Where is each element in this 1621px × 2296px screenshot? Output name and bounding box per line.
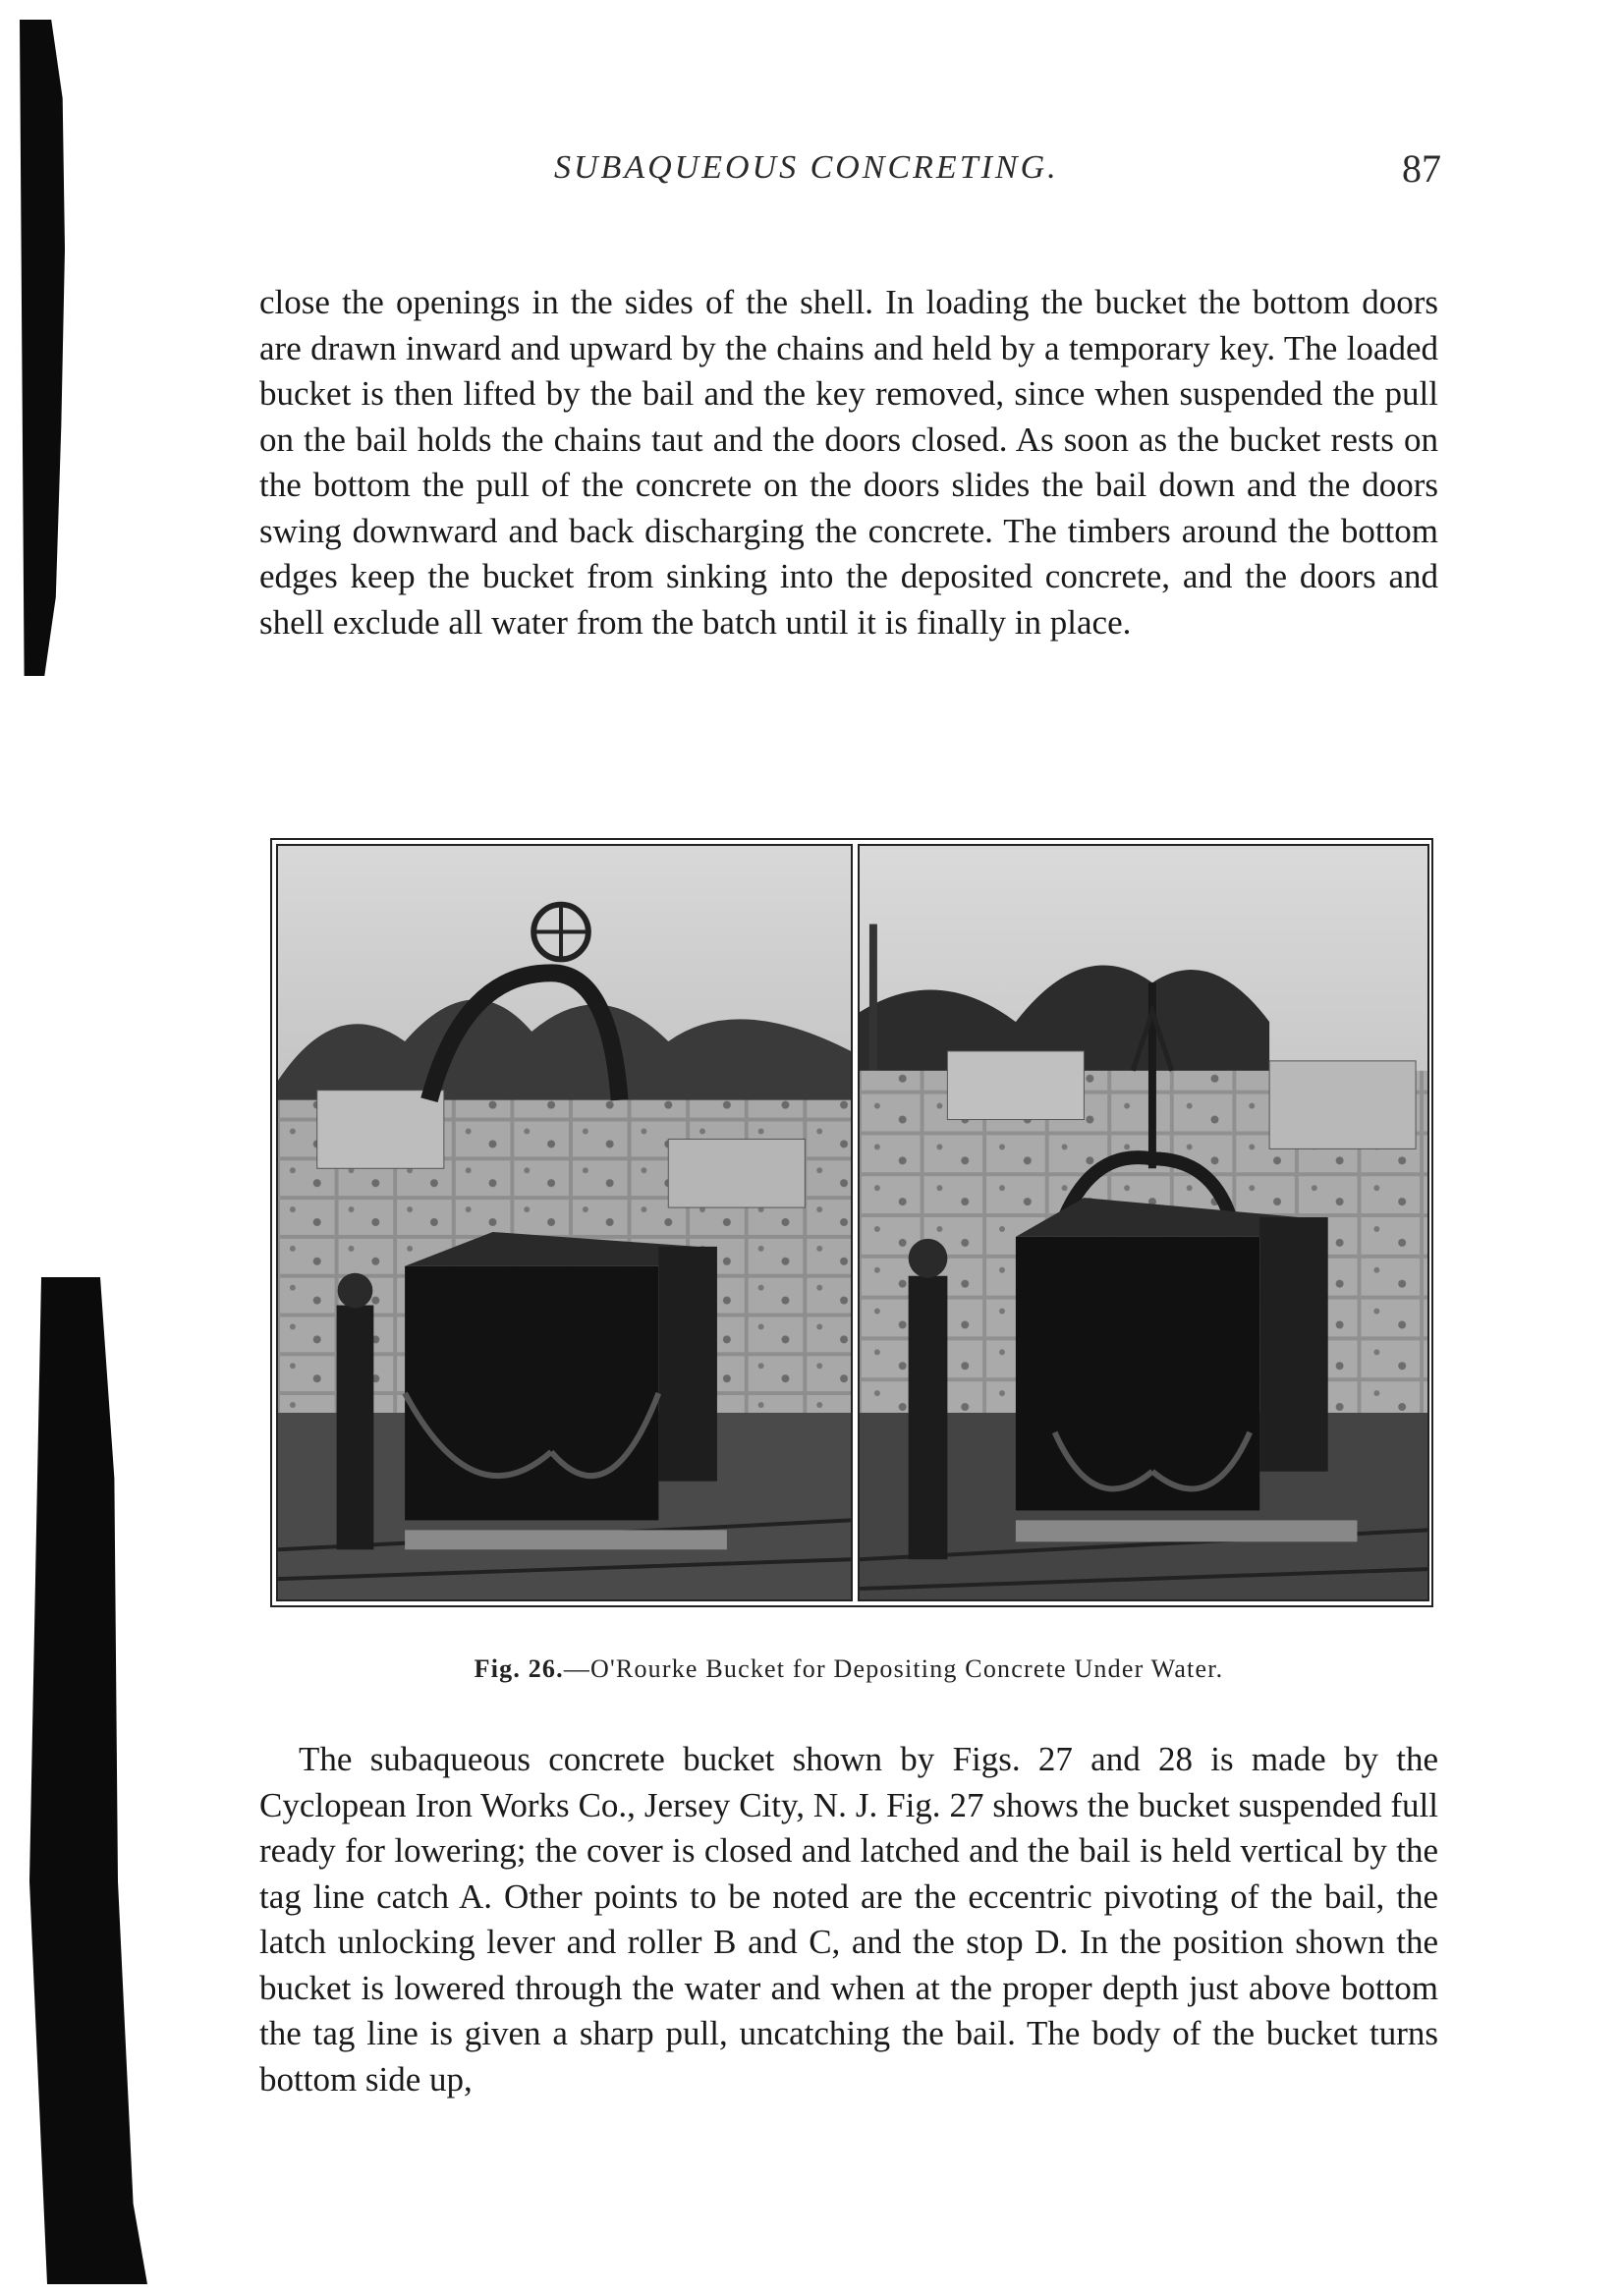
photo-bucket-side-view	[858, 844, 1429, 1601]
page-number: 87	[1402, 146, 1441, 191]
photo-bucket-side-image	[860, 846, 1427, 1599]
paragraph-cyclopean-bucket: The subaqueous concrete bucket shown by Figs. 27 and 28 is made by the Cyclopean Iron Works Co., Jersey City, N. J. Fig. 27 shows the bucket suspended full ready for lowering; the cover is closed and latched and the bail is held vertical by the tag line catch A. Other points to be noted are the eccentric pivoting of the bail, the latch unlocking lever and roller B and C, and the stop D. In the position shown the bucket is lowered through the water and when at the proper depth just above bottom the tag line is given a sharp pull, uncatching the bail. The body of the bucket turns bottom side up,	[259, 1740, 1438, 2099]
photo-bucket-front-image	[278, 846, 851, 1599]
scan-binding-shadow-top	[20, 20, 65, 676]
running-title: SUBAQUEOUS CONCRETING.	[554, 149, 1059, 186]
scan-binding-shadow-bottom	[29, 1277, 147, 2284]
paragraph-bucket-operation: close the openings in the sides of the shell. In loading the bucket the bottom doors are drawn inward and upward by the chains and held by a temporary key. The loaded bucket is then lifted by the bail and the key removed, since when suspended the pull on the bail holds the chains taut and the doors closed. As soon as the bucket rests on the bottom the pull of the concrete on the doors slides the bail down and the doors swing downward and back discharging the concrete. The timbers around the bottom edges keep the bucket from sinking into the deposited concrete, and the doors and shell exclude all water from the batch until it is finally in place.	[259, 283, 1438, 642]
photo-bucket-front-view	[276, 844, 853, 1601]
figure-caption	[259, 1654, 1438, 1684]
figure-label: Fig. 26.	[474, 1654, 564, 1683]
figure-caption-text: —O'Rourke Bucket for Depositing Concrete Under Water.	[563, 1654, 1224, 1683]
figure-26	[270, 838, 1433, 1607]
